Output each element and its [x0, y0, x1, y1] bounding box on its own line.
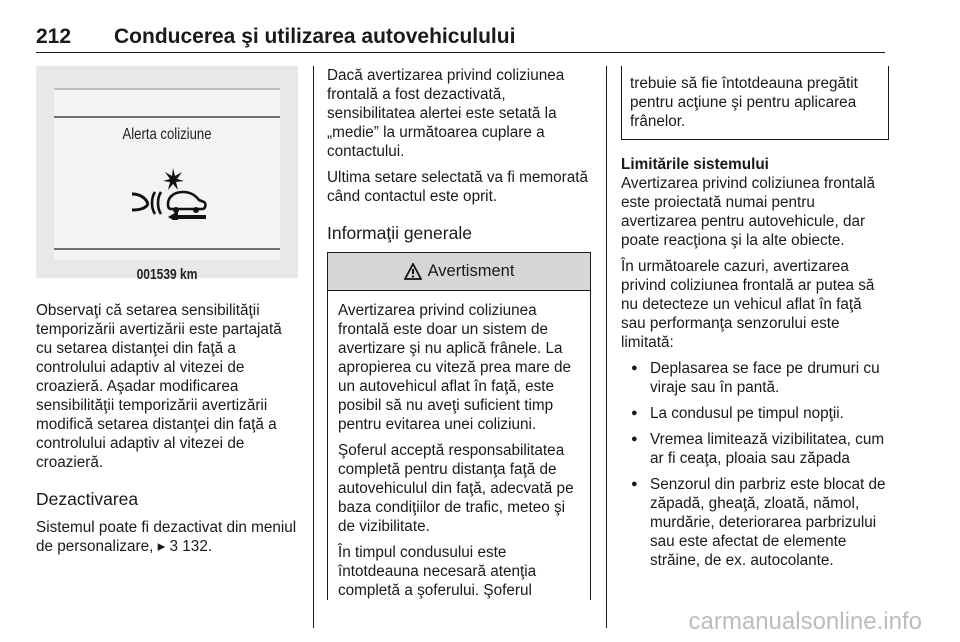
warning-body: [328, 291, 590, 600]
section-heading: Informaţii generale: [327, 223, 472, 243]
paragraph: Observaţi că setarea sensibilităţii temporizării avertizării este partajată cu setarea distanţei din faţă a controlului adaptiv al vitezei de croazieră. Aşadar modificarea sensibilităţii temporizării avertizării modifică setarea distanţei din faţă a controlului adaptiv al vitezei de croazieră.: [36, 302, 282, 471]
paragraph: În timpul condusului este întotdeauna necesară atenţia completă a şoferului. Şoferul: [338, 544, 537, 599]
page-reference[interactable]: 3 132.: [169, 538, 213, 555]
warning-box: [327, 252, 591, 600]
warning-header: [328, 253, 590, 291]
paragraph: În următoarele cazuri, avertizarea privind coliziunea frontală ar putea să nu detecteze un vehicul aflat în faţă sau performanţa senzorului este limitată:: [621, 258, 875, 351]
warning-continuation-box: [621, 66, 889, 140]
instrument-cluster-figure: [36, 66, 298, 283]
paragraph: trebuie să fie întotdeauna pregătit pentru acţiune şi pentru aplicarea frânelor.: [630, 75, 858, 130]
warning-triangle-icon: [404, 263, 422, 280]
paragraph: Dacă avertizarea privind coliziunea frontală a fost dezactivată, sensibilitatea alertei este setată la „medie” la următoarea cuplare a contactului.: [327, 67, 565, 160]
warning-title: Avertisment: [427, 262, 515, 280]
page-number: 212: [36, 25, 72, 48]
page-header: [36, 22, 885, 53]
limitations-list: [621, 359, 889, 570]
page-title: Conducerea şi utilizarea autovehiculului: [114, 25, 516, 48]
display-divider: [54, 248, 280, 250]
page-reference-icon: ▸: [157, 538, 166, 555]
column-left: [36, 66, 298, 556]
paragraph: Avertizarea privind coliziunea frontală este proiectată numai pentru avertizarea pentru autovehicule, dar poate reacţiona şi la alte obiecte.: [621, 175, 875, 249]
column-divider: [606, 66, 607, 628]
column-divider: [313, 66, 314, 628]
list-item: ● Senzorul din parbriz este blocat de zăpadă, gheaţă, zloată, nămol, murdărie, deteriorarea parbrizului sau este afectat de elemente străine, de ex. autocolante.: [621, 475, 889, 570]
paragraph: [36, 518, 298, 556]
forward-collision-alert-icon: [128, 164, 208, 220]
column-right: [621, 66, 889, 570]
paragraph-text: Sistemul poate fi dezactivat din meniul de personalizare,: [36, 519, 297, 555]
display-divider: [54, 116, 280, 118]
cluster-display: [54, 88, 280, 283]
display-title: Alerta coliziune: [122, 126, 212, 143]
section-heading: Limitările sistemului: [621, 156, 769, 173]
paragraph: Avertizarea privind coliziunea frontală este doar un sistem de avertizare şi nu aplică frânele. La apropierea cu viteză prea mare de un autovehicul aflat în faţă, este posibil să nu aveţi suficient timp pentru evitarea unei coliziuni.: [338, 302, 571, 433]
column-middle: [327, 66, 591, 600]
list-item: ● La condusul pe timpul nopţii.: [621, 404, 889, 423]
list-item: ● Vremea limitează vizibilitatea, cum ar fi ceaţa, ploaia sau zăpada: [621, 430, 889, 468]
paragraph: Şoferul acceptă responsabilitatea completă pentru distanţa faţă de autovehiculul din faţă, adecvată pe baza condiţiilor de trafic, meteo şi de vizibilitate.: [338, 442, 574, 535]
list-item: ● Deplasarea se face pe drumuri cu viraje sau în pantă.: [621, 359, 889, 397]
watermark: carmanualsonline.info: [688, 608, 922, 635]
section-heading: Dezactivarea: [36, 489, 139, 509]
paragraph: Ultima setare selectată va fi memorată când contactul este oprit.: [327, 169, 588, 205]
odometer-readout: 001539 km: [136, 266, 198, 283]
